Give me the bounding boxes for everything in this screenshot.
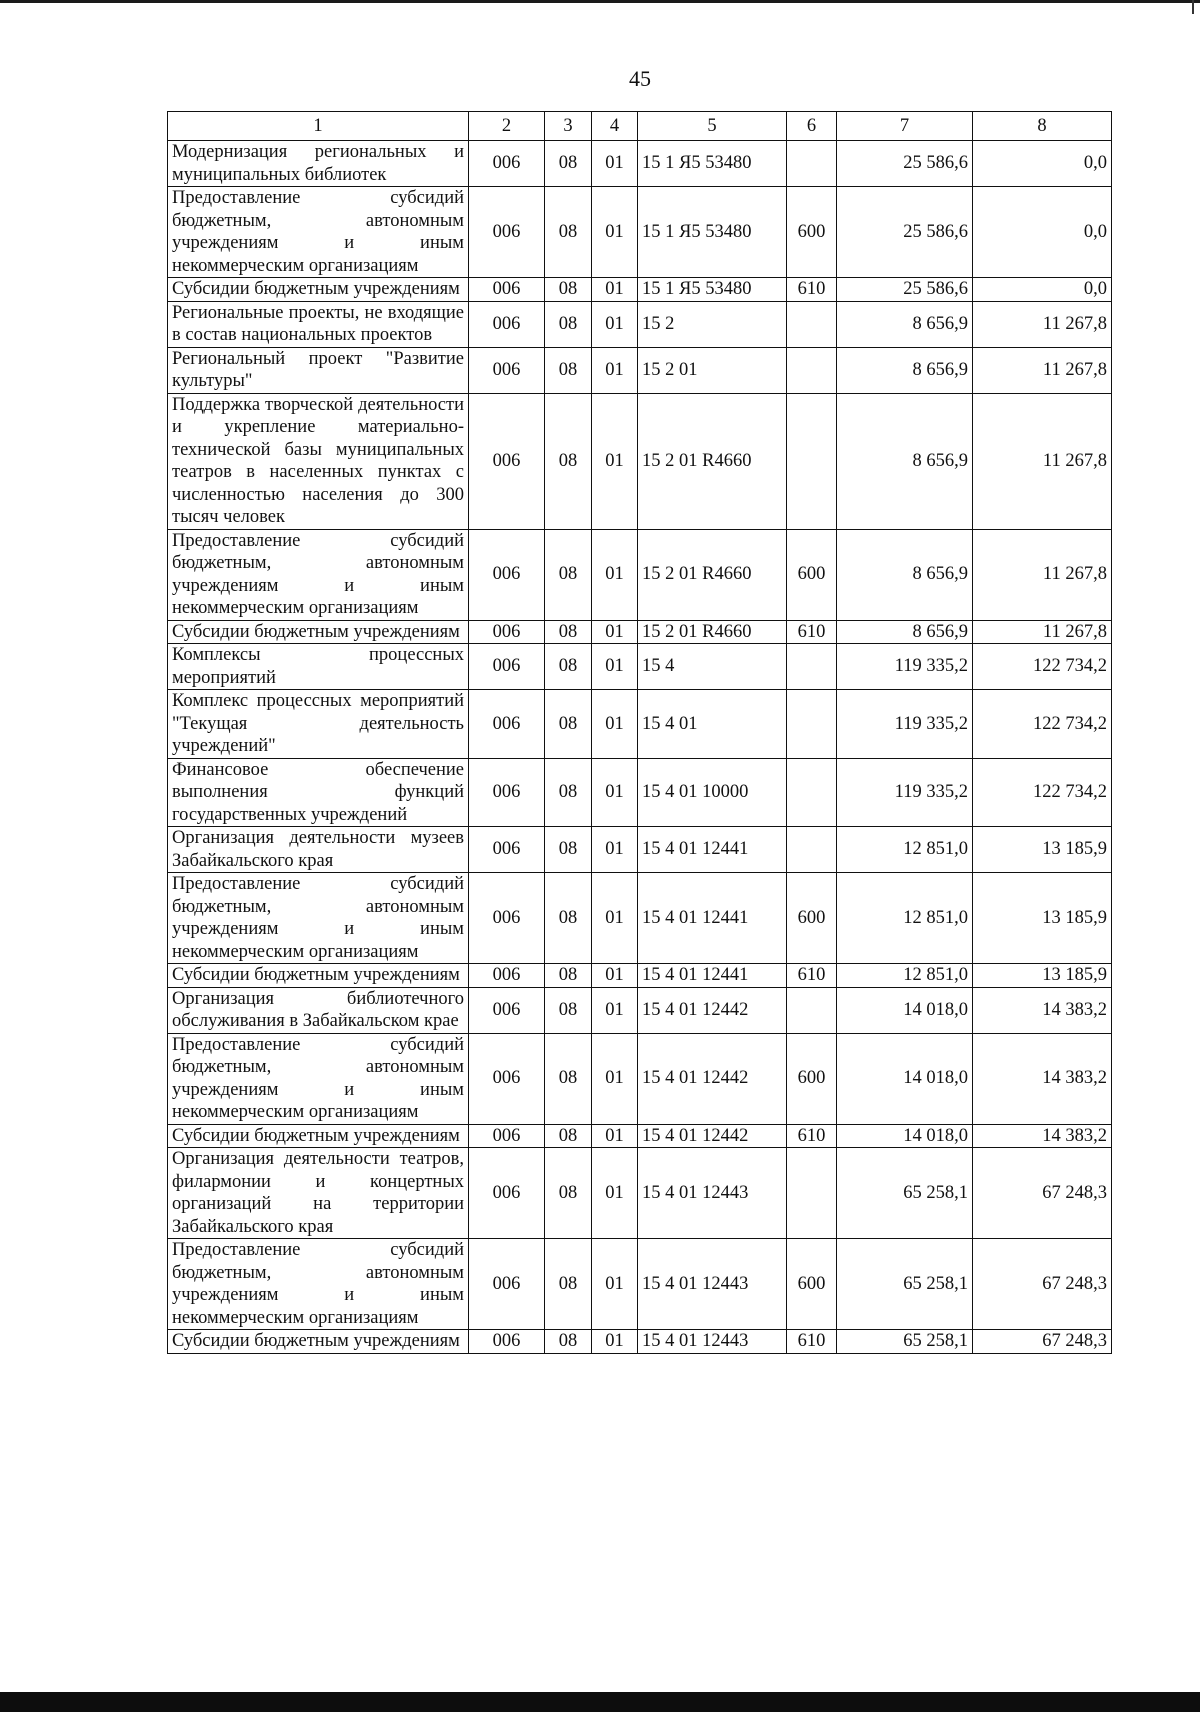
subsection-code-cell: 01 — [592, 1148, 638, 1239]
amount-col8-cell: 67 248,3 — [973, 1239, 1112, 1330]
subsection-code-cell: 01 — [592, 827, 638, 873]
admin-code-cell: 006 — [469, 1148, 545, 1239]
subsection-code-cell: 01 — [592, 141, 638, 187]
subsection-code-cell: 01 — [592, 1239, 638, 1330]
expense-type-cell — [787, 301, 837, 347]
page-number: 45 — [629, 66, 651, 91]
section-code-cell: 08 — [545, 964, 592, 988]
amount-col7-cell: 12 851,0 — [837, 964, 973, 988]
amount-col8-cell: 122 734,2 — [973, 644, 1112, 690]
amount-col7-cell: 119 335,2 — [837, 758, 973, 827]
row-name-cell: Региональный проект "Развитие культуры" — [168, 347, 469, 393]
row-name-cell: Комплекс процессных мероприятий "Текущая деятельность учреждений" — [168, 690, 469, 759]
target-article-cell: 15 1 Я5 53480 — [638, 187, 787, 278]
subsection-code-cell: 01 — [592, 1330, 638, 1354]
section-code-cell: 08 — [545, 347, 592, 393]
admin-code-cell: 006 — [469, 690, 545, 759]
subsection-code-cell: 01 — [592, 758, 638, 827]
table-row — [168, 1148, 1112, 1239]
admin-code-cell: 006 — [469, 1033, 545, 1124]
amount-col8-cell: 11 267,8 — [973, 347, 1112, 393]
table-row — [168, 187, 1112, 278]
amount-col8-cell: 13 185,9 — [973, 964, 1112, 988]
expense-type-cell — [787, 690, 837, 759]
admin-code-cell: 006 — [469, 347, 545, 393]
expense-type-cell — [787, 987, 837, 1033]
table-row — [168, 964, 1112, 988]
target-article-cell: 15 2 — [638, 301, 787, 347]
target-article-cell: 15 4 01 10000 — [638, 758, 787, 827]
admin-code-cell: 006 — [469, 278, 545, 302]
amount-col7-cell: 119 335,2 — [837, 644, 973, 690]
header-col-8: 8 — [973, 112, 1112, 141]
amount-col7-cell: 65 258,1 — [837, 1239, 973, 1330]
amount-col7-cell: 25 586,6 — [837, 278, 973, 302]
amount-col7-cell: 14 018,0 — [837, 1033, 973, 1124]
amount-col7-cell: 12 851,0 — [837, 873, 973, 964]
subsection-code-cell: 01 — [592, 529, 638, 620]
amount-col7-cell: 14 018,0 — [837, 987, 973, 1033]
section-code-cell: 08 — [545, 620, 592, 644]
admin-code-cell: 006 — [469, 1330, 545, 1354]
expense-type-cell: 600 — [787, 187, 837, 278]
row-name-cell: Предоставление субсидий бюджетным, автономным учреждениям и иным некоммерческим организациям — [168, 873, 469, 964]
table-row — [168, 301, 1112, 347]
amount-col7-cell: 119 335,2 — [837, 690, 973, 759]
amount-col8-cell: 67 248,3 — [973, 1148, 1112, 1239]
amount-col7-cell: 65 258,1 — [837, 1330, 973, 1354]
row-name-cell: Модернизация региональных и муниципальных библиотек — [168, 141, 469, 187]
target-article-cell: 15 4 01 12443 — [638, 1239, 787, 1330]
table-row — [168, 758, 1112, 827]
admin-code-cell: 006 — [469, 873, 545, 964]
row-name-cell: Комплексы процессных мероприятий — [168, 644, 469, 690]
header-col-6: 6 — [787, 112, 837, 141]
amount-col7-cell: 25 586,6 — [837, 141, 973, 187]
admin-code-cell: 006 — [469, 301, 545, 347]
row-name-cell: Предоставление субсидий бюджетным, автономным учреждениям и иным некоммерческим организациям — [168, 187, 469, 278]
admin-code-cell: 006 — [469, 529, 545, 620]
row-name-cell: Предоставление субсидий бюджетным, автономным учреждениям и иным некоммерческим организациям — [168, 529, 469, 620]
row-name-cell: Предоставление субсидий бюджетным, автономным учреждениям и иным некоммерческим организациям — [168, 1239, 469, 1330]
target-article-cell: 15 1 Я5 53480 — [638, 141, 787, 187]
table-row — [168, 690, 1112, 759]
row-name-cell: Организация деятельности музеев Забайкальского края — [168, 827, 469, 873]
table-header-row — [168, 112, 1112, 141]
amount-col8-cell: 11 267,8 — [973, 393, 1112, 529]
expense-type-cell: 610 — [787, 278, 837, 302]
amount-col7-cell: 8 656,9 — [837, 347, 973, 393]
table-row — [168, 529, 1112, 620]
subsection-code-cell: 01 — [592, 964, 638, 988]
row-name-cell: Поддержка творческой деятельности и укрепление материально-технической базы муниципальных театров в населенных пунктах с численностью населения до 300 тысяч человек — [168, 393, 469, 529]
subsection-code-cell: 01 — [592, 987, 638, 1033]
amount-col7-cell: 8 656,9 — [837, 301, 973, 347]
target-article-cell: 15 1 Я5 53480 — [638, 278, 787, 302]
amount-col8-cell: 13 185,9 — [973, 827, 1112, 873]
amount-col8-cell: 122 734,2 — [973, 758, 1112, 827]
section-code-cell: 08 — [545, 278, 592, 302]
amount-col8-cell: 14 383,2 — [973, 1033, 1112, 1124]
table-row — [168, 1239, 1112, 1330]
subsection-code-cell: 01 — [592, 393, 638, 529]
expense-type-cell: 600 — [787, 529, 837, 620]
amount-col8-cell: 11 267,8 — [973, 529, 1112, 620]
section-code-cell: 08 — [545, 873, 592, 964]
expense-type-cell — [787, 347, 837, 393]
amount-col8-cell: 13 185,9 — [973, 873, 1112, 964]
table-row — [168, 1330, 1112, 1354]
section-code-cell: 08 — [545, 827, 592, 873]
expense-type-cell — [787, 1148, 837, 1239]
row-name-cell: Организация библиотечного обслуживания в Забайкальском крае — [168, 987, 469, 1033]
row-name-cell: Организация деятельности театров, филармонии и концертных организаций на территории Забайкальского края — [168, 1148, 469, 1239]
row-name-cell: Предоставление субсидий бюджетным, автономным учреждениям и иным некоммерческим организациям — [168, 1033, 469, 1124]
row-name-cell: Финансовое обеспечение выполнения функций государственных учреждений — [168, 758, 469, 827]
admin-code-cell: 006 — [469, 964, 545, 988]
header-col-2: 2 — [469, 112, 545, 141]
row-name-cell: Субсидии бюджетным учреждениям — [168, 964, 469, 988]
admin-code-cell: 006 — [469, 1239, 545, 1330]
target-article-cell: 15 2 01 R4660 — [638, 529, 787, 620]
target-article-cell: 15 4 01 12443 — [638, 1148, 787, 1239]
amount-col7-cell: 25 586,6 — [837, 187, 973, 278]
section-code-cell: 08 — [545, 301, 592, 347]
section-code-cell: 08 — [545, 529, 592, 620]
table-row — [168, 827, 1112, 873]
amount-col7-cell: 14 018,0 — [837, 1124, 973, 1148]
expense-type-cell: 610 — [787, 620, 837, 644]
header-col-1: 1 — [168, 112, 469, 141]
expense-type-cell — [787, 393, 837, 529]
target-article-cell: 15 4 01 12441 — [638, 873, 787, 964]
table-row — [168, 644, 1112, 690]
subsection-code-cell: 01 — [592, 690, 638, 759]
section-code-cell: 08 — [545, 758, 592, 827]
table-row — [168, 1033, 1112, 1124]
target-article-cell: 15 2 01 R4660 — [638, 620, 787, 644]
amount-col8-cell: 0,0 — [973, 141, 1112, 187]
subsection-code-cell: 01 — [592, 301, 638, 347]
expense-type-cell: 610 — [787, 964, 837, 988]
expense-type-cell: 610 — [787, 1124, 837, 1148]
section-code-cell: 08 — [545, 987, 592, 1033]
row-name-cell: Региональные проекты, не входящие в состав национальных проектов — [168, 301, 469, 347]
target-article-cell: 15 4 01 12442 — [638, 1033, 787, 1124]
row-name-cell: Субсидии бюджетным учреждениям — [168, 620, 469, 644]
amount-col8-cell: 14 383,2 — [973, 1124, 1112, 1148]
expense-type-cell: 600 — [787, 873, 837, 964]
section-code-cell: 08 — [545, 690, 592, 759]
expense-type-cell: 600 — [787, 1033, 837, 1124]
row-name-cell: Субсидии бюджетным учреждениям — [168, 1330, 469, 1354]
table-row — [168, 987, 1112, 1033]
admin-code-cell: 006 — [469, 758, 545, 827]
amount-col8-cell: 0,0 — [973, 278, 1112, 302]
subsection-code-cell: 01 — [592, 620, 638, 644]
subsection-code-cell: 01 — [592, 1033, 638, 1124]
subsection-code-cell: 01 — [592, 347, 638, 393]
target-article-cell: 15 4 01 12441 — [638, 964, 787, 988]
table-row — [168, 1124, 1112, 1148]
admin-code-cell: 006 — [469, 187, 545, 278]
amount-col8-cell: 0,0 — [973, 187, 1112, 278]
scan-edge-top — [0, 0, 1200, 3]
subsection-code-cell: 01 — [592, 278, 638, 302]
expense-type-cell: 600 — [787, 1239, 837, 1330]
target-article-cell: 15 4 01 12442 — [638, 1124, 787, 1148]
admin-code-cell: 006 — [469, 141, 545, 187]
section-code-cell: 08 — [545, 1033, 592, 1124]
subsection-code-cell: 01 — [592, 1124, 638, 1148]
scan-mark-right — [1192, 0, 1194, 14]
admin-code-cell: 006 — [469, 827, 545, 873]
amount-col8-cell: 67 248,3 — [973, 1330, 1112, 1354]
expense-type-cell — [787, 827, 837, 873]
target-article-cell: 15 4 01 12441 — [638, 827, 787, 873]
header-col-3: 3 — [545, 112, 592, 141]
amount-col7-cell: 8 656,9 — [837, 529, 973, 620]
table-row — [168, 873, 1112, 964]
expense-type-cell — [787, 141, 837, 187]
admin-code-cell: 006 — [469, 620, 545, 644]
amount-col7-cell: 8 656,9 — [837, 620, 973, 644]
scan-edge-bottom — [0, 1692, 1200, 1712]
section-code-cell: 08 — [545, 393, 592, 529]
table-row — [168, 393, 1112, 529]
budget-table — [167, 111, 1112, 1354]
target-article-cell: 15 4 01 12442 — [638, 987, 787, 1033]
table-row — [168, 347, 1112, 393]
expense-type-cell — [787, 644, 837, 690]
amount-col8-cell: 14 383,2 — [973, 987, 1112, 1033]
target-article-cell: 15 4 01 12443 — [638, 1330, 787, 1354]
target-article-cell: 15 2 01 R4660 — [638, 393, 787, 529]
header-col-5: 5 — [638, 112, 787, 141]
subsection-code-cell: 01 — [592, 187, 638, 278]
target-article-cell: 15 4 01 — [638, 690, 787, 759]
target-article-cell: 15 2 01 — [638, 347, 787, 393]
target-article-cell: 15 4 — [638, 644, 787, 690]
amount-col8-cell: 11 267,8 — [973, 301, 1112, 347]
section-code-cell: 08 — [545, 1330, 592, 1354]
row-name-cell: Субсидии бюджетным учреждениям — [168, 1124, 469, 1148]
section-code-cell: 08 — [545, 141, 592, 187]
expense-type-cell: 610 — [787, 1330, 837, 1354]
section-code-cell: 08 — [545, 187, 592, 278]
admin-code-cell: 006 — [469, 1124, 545, 1148]
amount-col7-cell: 12 851,0 — [837, 827, 973, 873]
amount-col7-cell: 8 656,9 — [837, 393, 973, 529]
expense-type-cell — [787, 758, 837, 827]
subsection-code-cell: 01 — [592, 644, 638, 690]
admin-code-cell: 006 — [469, 393, 545, 529]
section-code-cell: 08 — [545, 1239, 592, 1330]
section-code-cell: 08 — [545, 1124, 592, 1148]
table-row — [168, 620, 1112, 644]
amount-col7-cell: 65 258,1 — [837, 1148, 973, 1239]
admin-code-cell: 006 — [469, 987, 545, 1033]
admin-code-cell: 006 — [469, 644, 545, 690]
table-row — [168, 141, 1112, 187]
subsection-code-cell: 01 — [592, 873, 638, 964]
amount-col8-cell: 122 734,2 — [973, 690, 1112, 759]
table-row — [168, 278, 1112, 302]
section-code-cell: 08 — [545, 644, 592, 690]
section-code-cell: 08 — [545, 1148, 592, 1239]
header-col-4: 4 — [592, 112, 638, 141]
amount-col8-cell: 11 267,8 — [973, 620, 1112, 644]
header-col-7: 7 — [837, 112, 973, 141]
row-name-cell: Субсидии бюджетным учреждениям — [168, 278, 469, 302]
